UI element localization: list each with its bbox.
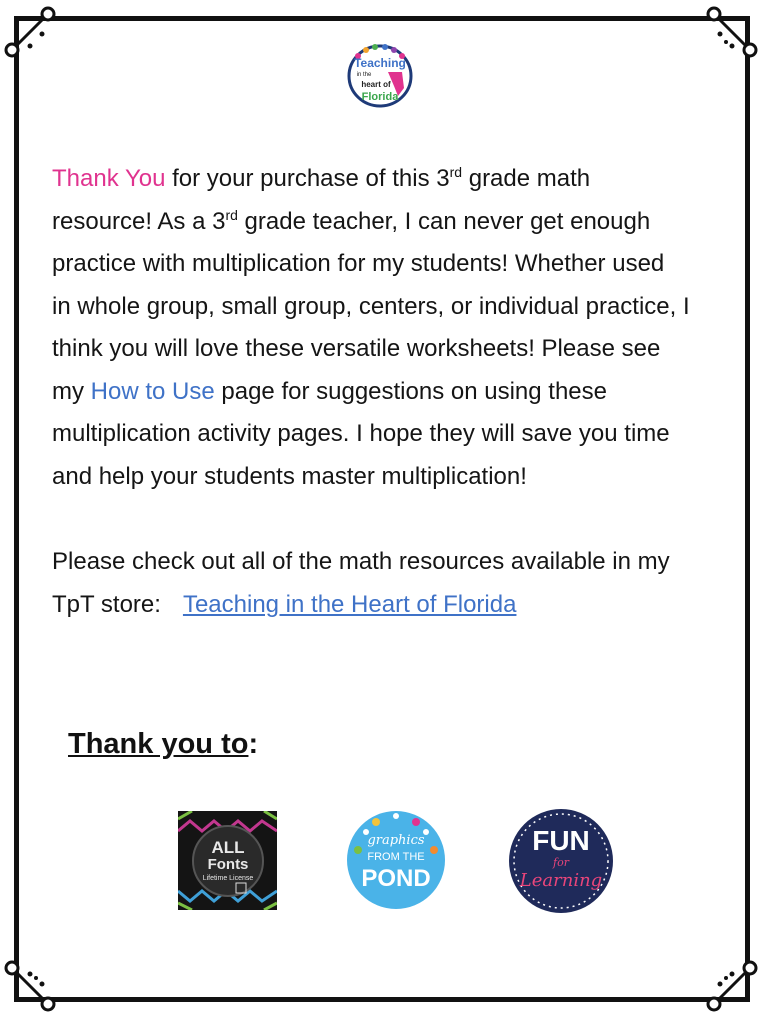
pond-line-2: FROM THE (367, 851, 425, 863)
p1-line6: my (52, 377, 91, 405)
p1-line8: and help your students master multiplication! (52, 462, 527, 490)
fun-for-learning-badge (508, 808, 614, 914)
graphics-from-the-pond-badge (346, 810, 446, 910)
pond-line-1: graphics (367, 833, 425, 848)
logo-line-3: heart of (361, 80, 391, 89)
p1-line1: for your purchase of this 3 (165, 165, 450, 192)
corner-ornament-bottom-right (702, 956, 762, 1016)
p1-line6-end: page for suggestions on using these (214, 377, 607, 405)
p1-line5: think you will love these versatile worksheets! Please see (52, 335, 661, 362)
store-paragraph (52, 541, 720, 626)
how-to-use-link[interactable]: How to Use (90, 377, 215, 405)
allfonts-line-3: Lifetime License (202, 875, 254, 882)
p1-line1-end: grade math (462, 165, 591, 192)
thank-you-to-colon: : (248, 728, 259, 760)
allfonts-line-1: ALL (211, 838, 245, 857)
allfonts-line-2: Fonts (207, 856, 249, 873)
fun-line-1: FUN (532, 825, 590, 856)
corner-ornament-bottom-left (0, 956, 60, 1016)
fun-line-3: Learning (519, 870, 603, 891)
p1-line4: in whole group, small group, centers, or individual practice, I (52, 292, 690, 320)
thank-you-paragraph (52, 158, 720, 498)
logo-line-1: Teaching (354, 56, 406, 70)
p1-sup-rd-1: rd (449, 164, 463, 180)
p1-sup-rd-2: rd (225, 206, 238, 223)
p2-line1: Please check out all of the math resources available in my (52, 548, 670, 575)
p2-line2: TpT store: (52, 590, 161, 618)
p1-line3: practice with multiplication for my students! Whether used (52, 250, 665, 277)
thank-you-highlight: Thank You (52, 165, 166, 192)
p1-line2: resource! As a 3 (52, 207, 226, 235)
logo-line-2: in the (356, 72, 372, 78)
teaching-heart-florida-logo (344, 42, 416, 108)
pond-line-3: POND (361, 865, 431, 892)
fun-line-2: for (553, 856, 569, 869)
logo-line-4: Florida (361, 91, 399, 103)
corner-ornament-top-left (0, 2, 60, 62)
store-link[interactable]: Teaching in the Heart of Florida (182, 590, 517, 618)
thank-you-to-label: Thank you to (68, 728, 249, 760)
corner-ornament-top-right (702, 2, 762, 62)
thank-you-to-heading (68, 728, 258, 761)
p1-line2-end: grade teacher, I can never get enough (237, 207, 651, 235)
p1-line7: multiplication activity pages. I hope they will save you time (52, 420, 670, 447)
allfonts-license-badge (178, 811, 277, 910)
